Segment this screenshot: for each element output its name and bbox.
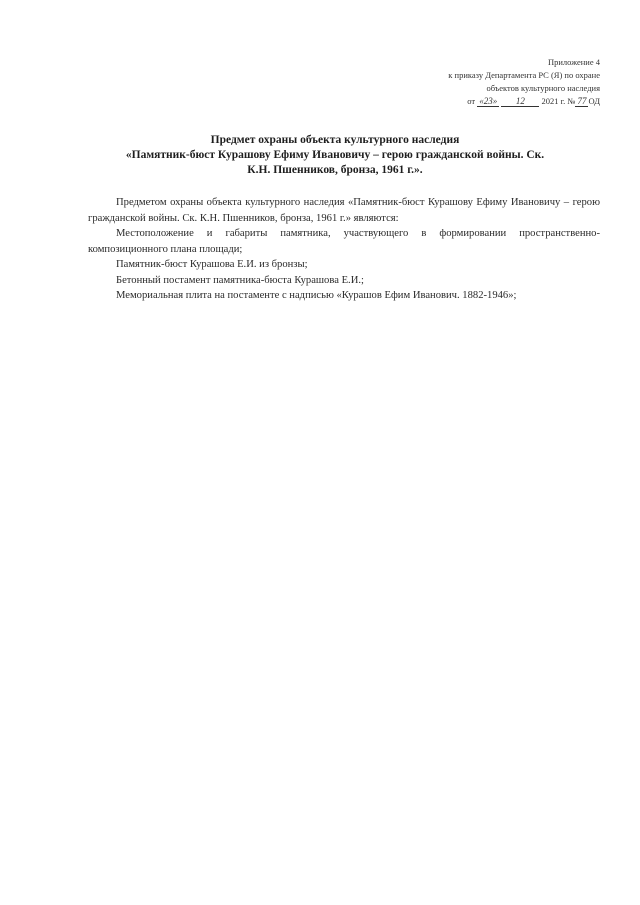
- order-reference: к приказу Департамента РС (Я) по охране: [448, 70, 600, 80]
- date-year: 2021 г. №: [541, 96, 576, 106]
- document-title: [60, 133, 610, 178]
- title-line-3: К.Н. Пшенников, бронза, 1961 г.».: [247, 164, 423, 176]
- date-day: «23»: [479, 96, 498, 106]
- paragraph-intro: Предметом охраны объекта культурного наследия «Памятник-бюст Курашову Ефиму Ивановичу – герою гражданской войны. Ск. К.Н. Пшенников, бронза, 1961 г.» являются:: [88, 197, 600, 224]
- department-name: объектов культурного наследия: [486, 83, 600, 93]
- title-line-1: Предмет охраны объекта культурного наследия: [210, 134, 460, 146]
- paragraph-pedestal: Бетонный постамент памятника-бюста Курашова Е.И.;: [116, 274, 364, 286]
- date-month: 12: [501, 96, 539, 107]
- title-line-2: «Памятник-бюст Курашову Ефиму Ивановичу – герою гражданской войны. Ск.: [125, 149, 545, 161]
- appendix-header: [320, 56, 600, 108]
- document-body: [88, 195, 600, 304]
- order-suffix: ОД: [588, 96, 600, 106]
- paragraph-bust: Памятник-бюст Курашова Е.И. из бронзы;: [116, 259, 308, 270]
- paragraph-location: Местоположение и габариты памятника, участвующего в формировании пространственно-композиционного плана площади;: [88, 228, 600, 255]
- date-prefix: от: [467, 96, 476, 106]
- order-date-line: [320, 95, 600, 108]
- appendix-number: Приложение 4: [548, 57, 600, 67]
- paragraph-memorial-plate: Мемориальная плита на постаменте с надписью «Курашов Ефим Иванович. 1882-1946»;: [116, 290, 517, 301]
- order-number: 77: [577, 96, 587, 106]
